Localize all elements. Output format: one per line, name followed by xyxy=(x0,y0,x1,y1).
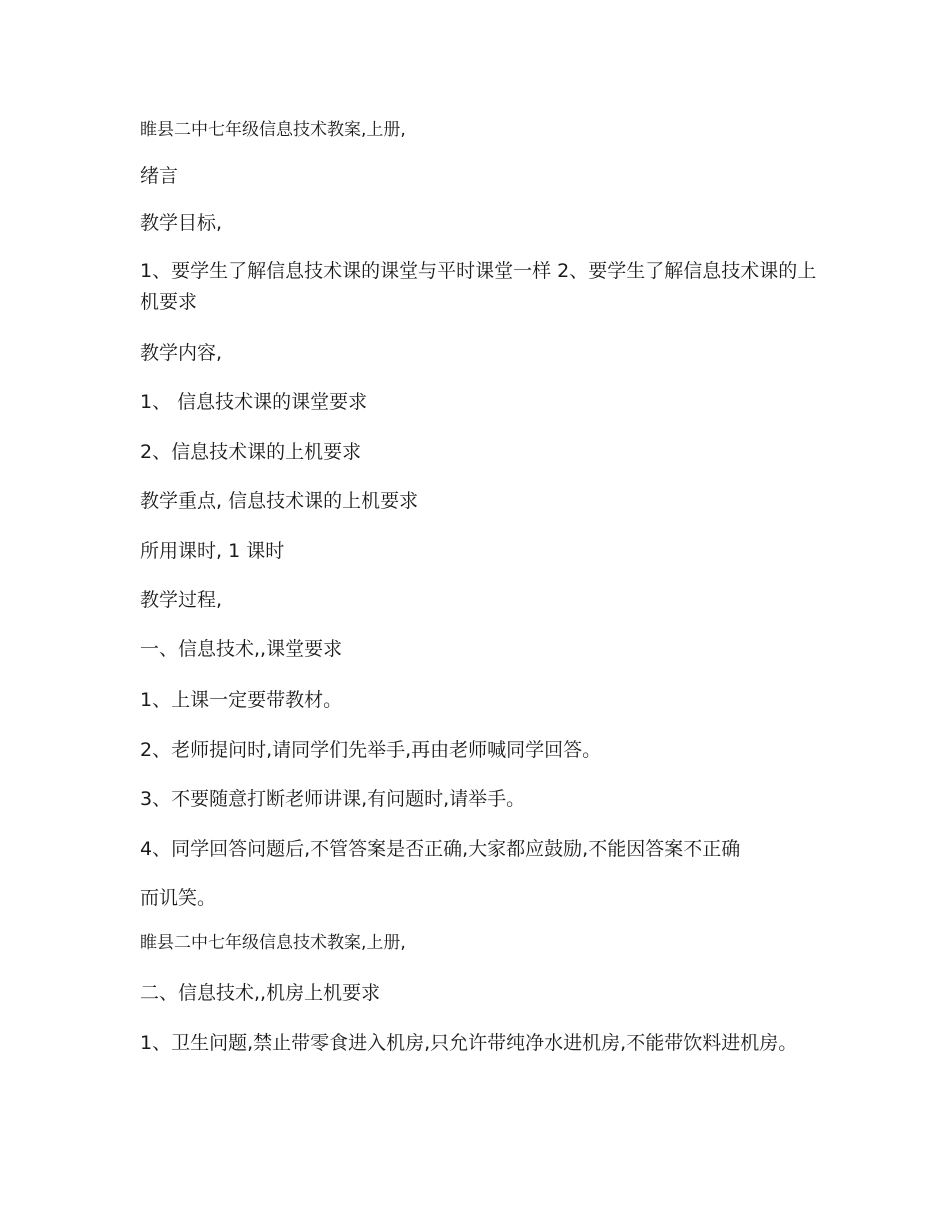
teaching-goals-heading: 教学目标, xyxy=(140,212,223,234)
computer-room-rule: 1、卫生问题,禁止带零食进入机房,只允许带纯净水进机房,不能带饮料进机房。 xyxy=(140,1032,798,1054)
computer-room-requirements-heading: 二、信息技术,,机房上机要求 xyxy=(140,982,381,1004)
classroom-rule: 1、上课一定要带教材。 xyxy=(140,689,343,711)
teaching-content-heading: 教学内容, xyxy=(140,342,223,364)
document-header-repeat: 睢县二中七年级信息技术教案,上册, xyxy=(140,933,406,953)
classroom-rule-continuation: 而讥笑。 xyxy=(140,887,217,909)
section-intro-title: 绪言 xyxy=(140,165,179,187)
classroom-requirements-heading: 一、信息技术,,课堂要求 xyxy=(140,638,343,660)
classroom-rule: 3、不要随意打断老师讲课,有问题时,请举手。 xyxy=(140,788,526,810)
teaching-goals-text: 1、要学生了解信息技术课的课堂与平时课堂一样 2、要学生了解信息技术课的上机要求 xyxy=(140,260,817,313)
class-period: 所用课时, 1 课时 xyxy=(140,540,285,562)
teaching-content-item: 1、 信息技术课的课堂要求 xyxy=(140,391,368,413)
document-header: 睢县二中七年级信息技术教案,上册, xyxy=(140,120,406,140)
teaching-process-heading: 教学过程, xyxy=(140,589,223,611)
key-point: 教学重点, 信息技术课的上机要求 xyxy=(140,490,419,512)
teaching-content-item: 2、信息技术课的上机要求 xyxy=(140,441,362,463)
classroom-rule: 2、老师提问时,请同学们先举手,再由老师喊同学回答。 xyxy=(140,739,602,761)
classroom-rule: 4、同学回答问题后,不管答案是否正确,大家都应鼓励,不能因答案不正确 xyxy=(140,838,741,860)
